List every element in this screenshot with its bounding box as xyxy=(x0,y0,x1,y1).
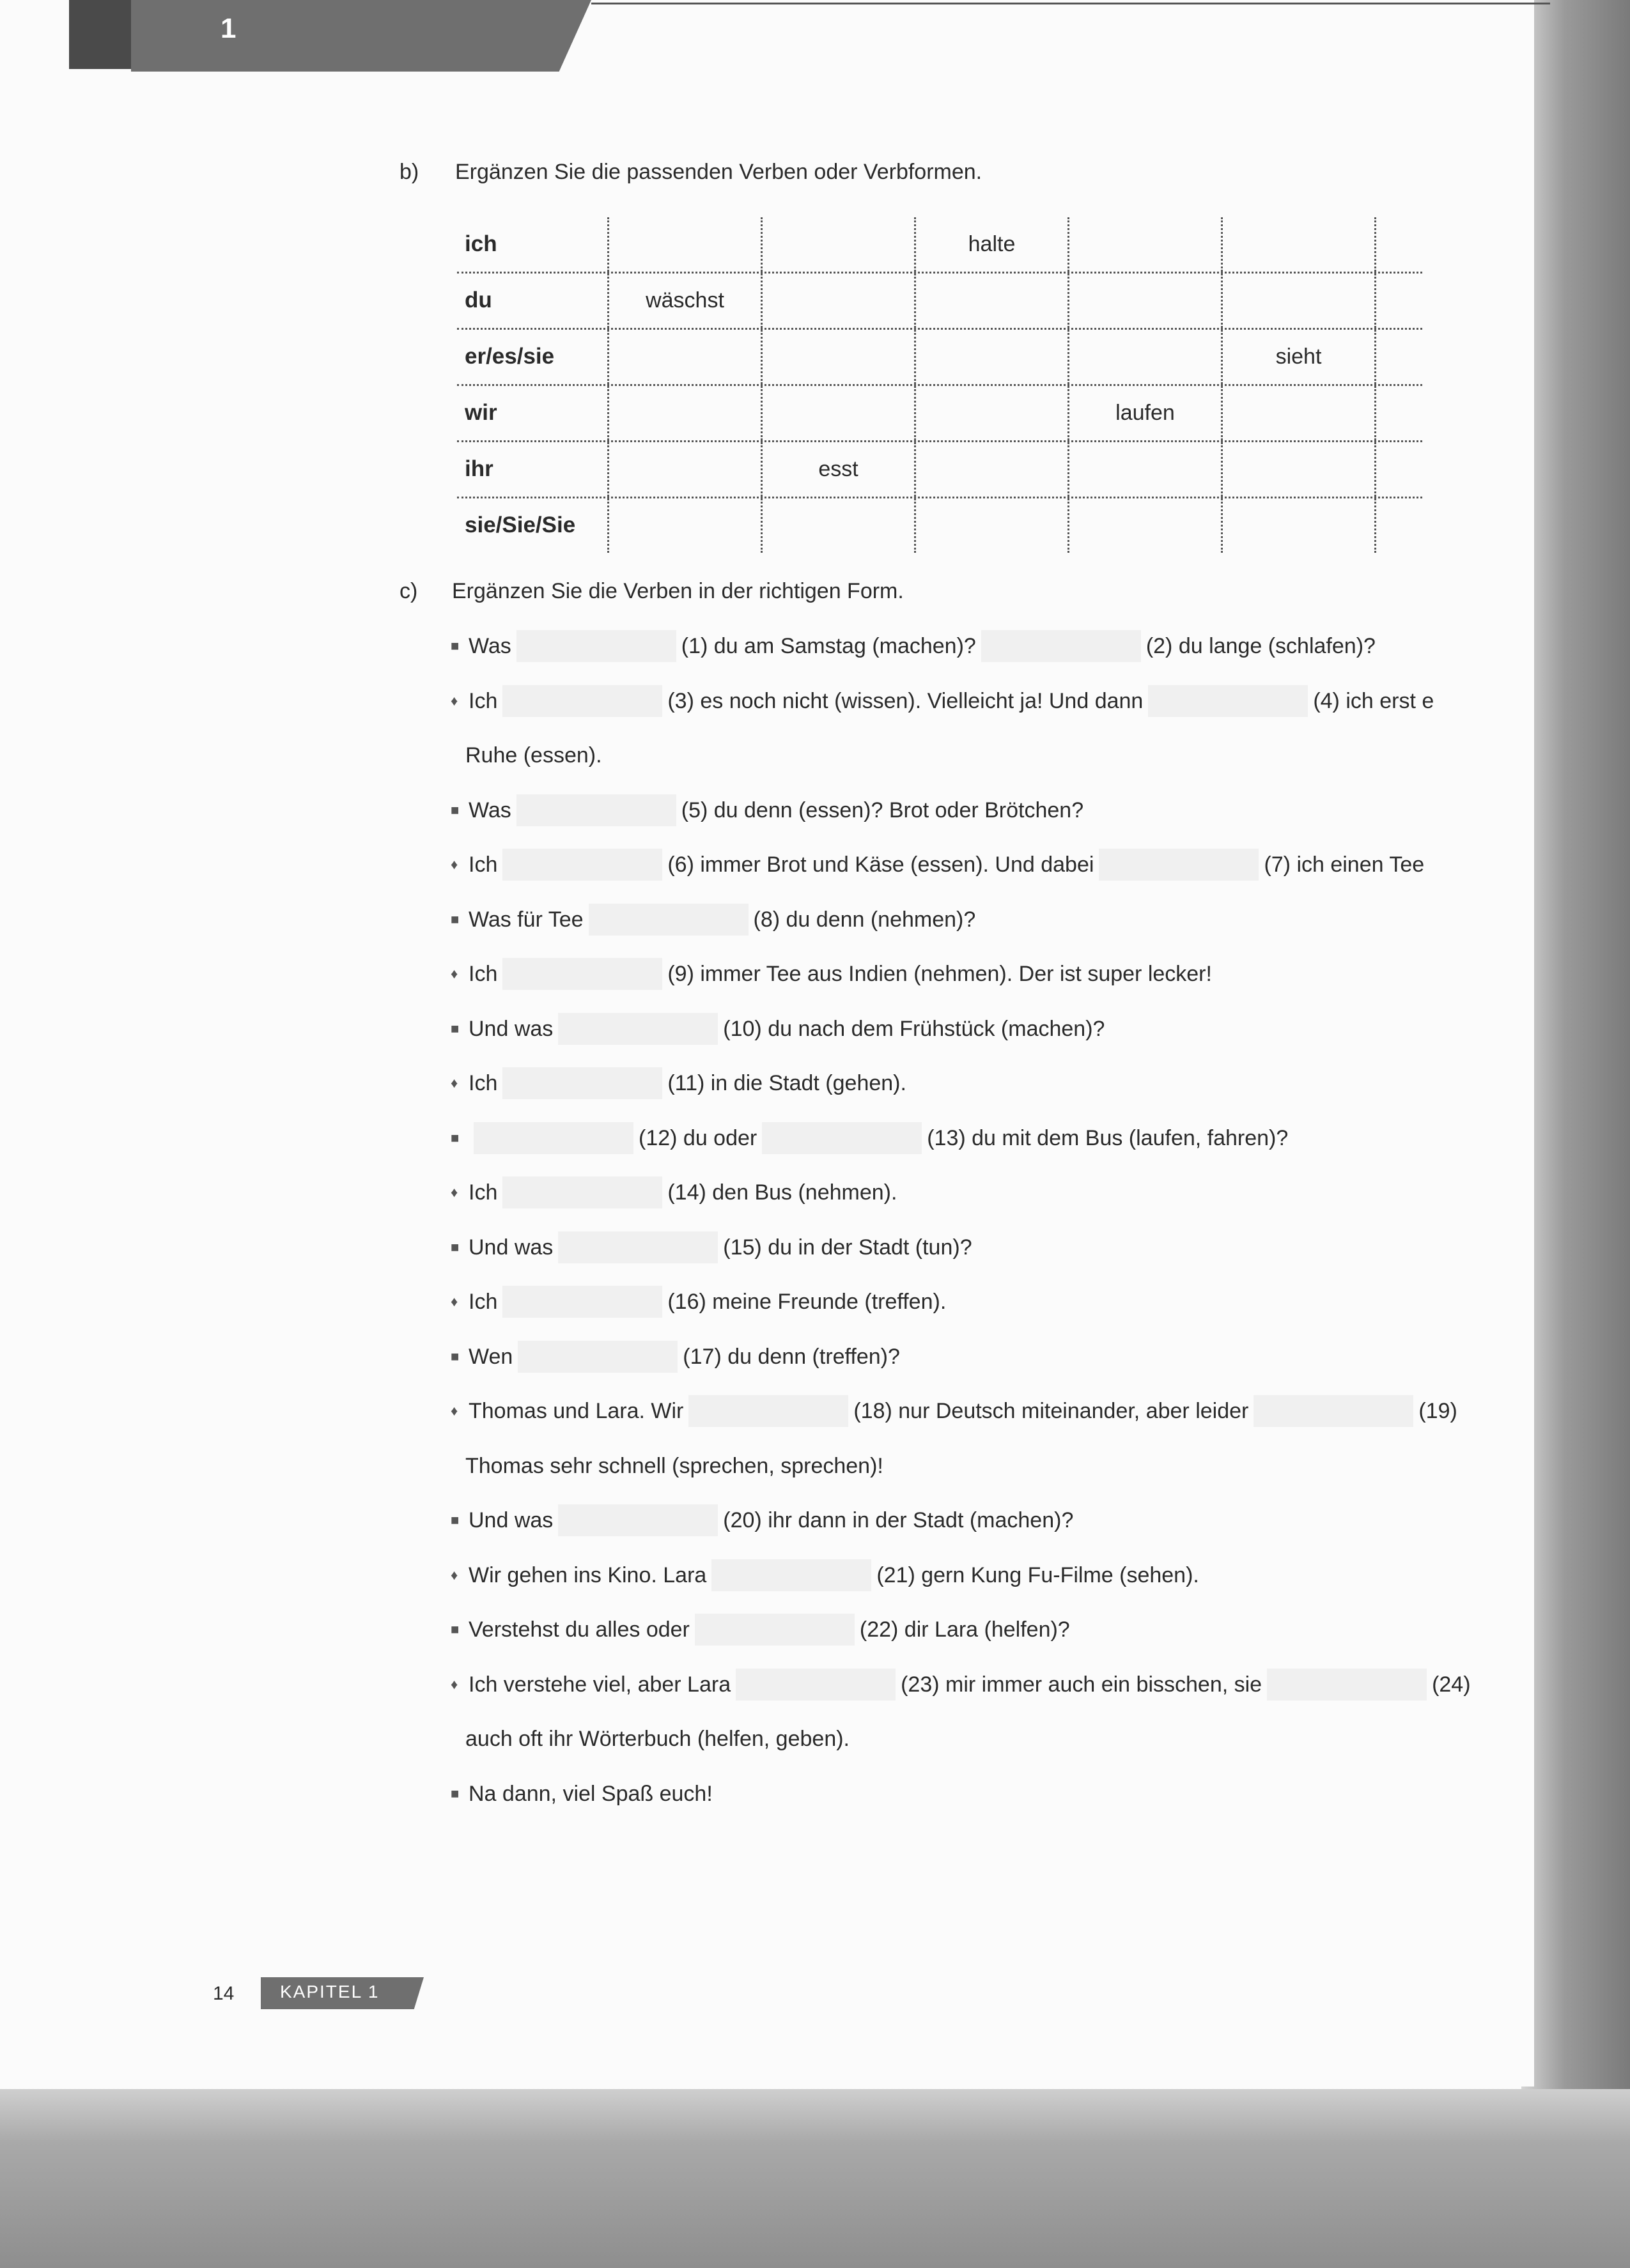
table-cell[interactable] xyxy=(761,274,914,328)
dialogue-line xyxy=(451,1012,1105,1045)
dialogue-line xyxy=(451,1559,1199,1592)
table-cell[interactable]: esst xyxy=(761,442,914,497)
dialogue-text: (18) nur Deutsch miteinander, aber leider xyxy=(853,1398,1249,1423)
dialogue-line xyxy=(451,1504,1073,1537)
pronoun-label: er/es/sie xyxy=(465,344,555,369)
speaker-a-marker: ■ xyxy=(451,638,460,654)
dialogue-text: Ich xyxy=(469,688,498,713)
table-cell[interactable] xyxy=(1221,498,1374,553)
chapter-tab xyxy=(131,0,591,72)
speaker-b-marker: ♦ xyxy=(451,1676,458,1692)
dialogue-text: (15) du in der Stadt (tun)? xyxy=(723,1235,972,1260)
answer-gap[interactable] xyxy=(1267,1669,1427,1701)
speaker-b-marker: ♦ xyxy=(451,856,458,872)
dialogue-text: (14) den Bus (nehmen). xyxy=(667,1180,897,1205)
dialogue-text: (1) du am Samstag (machen)? xyxy=(681,633,976,658)
speaker-a-marker: ■ xyxy=(451,1348,460,1364)
dialogue-text: Thomas sehr schnell (sprechen, sprechen)! xyxy=(465,1453,883,1478)
answer-gap[interactable] xyxy=(502,685,662,717)
dialogue-text: Ich xyxy=(469,1289,498,1314)
speaker-b-marker: ♦ xyxy=(451,1293,458,1309)
table-cell[interactable] xyxy=(761,217,914,272)
dialogue-text: (20) ihr dann in der Stadt (machen)? xyxy=(723,1508,1074,1532)
dialogue-text: (24) xyxy=(1432,1672,1471,1697)
dialogue-text: (8) du denn (nehmen)? xyxy=(753,907,976,932)
dialogue-text: Ich xyxy=(469,1070,498,1095)
pronoun-label: sie/Sie/Sie xyxy=(465,513,576,537)
table-cell[interactable] xyxy=(607,217,761,272)
task-c-instruction: Ergänzen Sie die Verben in der richtigen Form. xyxy=(452,579,904,603)
dialogue-line xyxy=(465,739,602,772)
dialogue-text: Und was xyxy=(469,1016,554,1041)
scan-shadow-bottom xyxy=(0,2089,1630,2268)
dialogue-line xyxy=(451,1394,1457,1428)
answer-gap[interactable] xyxy=(474,1122,633,1154)
dialogue-text: Na dann, viel Spaß euch! xyxy=(469,1781,713,1806)
dialogue-text: Und was xyxy=(469,1508,554,1532)
table-cell[interactable] xyxy=(1221,386,1374,440)
table-cell[interactable] xyxy=(914,442,1067,497)
table-cell[interactable]: wäschst xyxy=(607,274,761,328)
speaker-a-marker: ■ xyxy=(451,1021,460,1037)
answer-gap[interactable] xyxy=(1254,1395,1413,1427)
dialogue-text: Wen xyxy=(469,1344,513,1369)
dialogue-text: Thomas und Lara. Wir xyxy=(469,1398,684,1423)
speaker-a-marker: ■ xyxy=(451,911,460,927)
dialogue-line xyxy=(465,1449,883,1483)
dialogue-text: (10) du nach dem Frühstück (machen)? xyxy=(723,1016,1105,1041)
table-cell[interactable] xyxy=(761,330,914,384)
answer-gap[interactable] xyxy=(518,1341,678,1373)
dialogue-text: Ich xyxy=(469,1180,498,1205)
table-cell[interactable] xyxy=(1374,274,1422,328)
speaker-b-marker: ♦ xyxy=(451,1184,458,1200)
table-cell[interactable] xyxy=(1374,330,1422,384)
answer-gap[interactable] xyxy=(558,1231,718,1263)
table-cell[interactable] xyxy=(1067,330,1221,384)
scan-shadow-right xyxy=(1521,0,1630,2268)
answer-gap[interactable] xyxy=(502,1286,662,1318)
speaker-a-marker: ■ xyxy=(451,1130,460,1146)
dialogue-line xyxy=(451,957,1212,991)
table-cell[interactable] xyxy=(761,386,914,440)
dialogue-line xyxy=(465,1722,850,1755)
dialogue-line xyxy=(451,848,1424,881)
table-cell[interactable] xyxy=(761,498,914,553)
dialogue-text: Ich xyxy=(469,852,498,877)
speaker-b-marker: ♦ xyxy=(451,693,458,709)
dialogue-text: (4) ich erst e xyxy=(1313,688,1434,713)
answer-gap[interactable] xyxy=(516,630,676,662)
speaker-b-marker: ♦ xyxy=(451,1403,458,1419)
dialogue-line xyxy=(451,794,1083,827)
dialogue-text: Verstehst du alles oder xyxy=(469,1617,690,1642)
speaker-a-marker: ■ xyxy=(451,802,460,818)
answer-gap[interactable] xyxy=(502,1176,662,1208)
dialogue-text: (11) in die Stadt (gehen). xyxy=(667,1070,906,1095)
table-row xyxy=(457,498,1422,553)
speaker-a-marker: ■ xyxy=(451,1621,460,1637)
conjugation-table xyxy=(457,217,1422,553)
dialogue-text: (7) ich einen Tee xyxy=(1264,852,1425,877)
table-cell[interactable] xyxy=(1374,442,1422,497)
table-row xyxy=(457,386,1422,442)
answer-gap[interactable] xyxy=(1148,685,1308,717)
answer-gap[interactable] xyxy=(589,904,749,936)
answer-gap[interactable] xyxy=(502,958,662,990)
dialogue-text: auch oft ihr Wörterbuch (helfen, geben). xyxy=(465,1726,850,1751)
dialogue-text: (2) du lange (schlafen)? xyxy=(1145,633,1376,658)
speaker-a-marker: ■ xyxy=(451,1786,460,1801)
speaker-b-marker: ♦ xyxy=(451,966,458,982)
pronoun-label: wir xyxy=(465,400,497,425)
dialogue-line xyxy=(451,1176,897,1209)
answer-gap[interactable] xyxy=(1099,849,1259,881)
dialogue-text: (12) du oder xyxy=(639,1125,757,1150)
footer-chapter-label: KAPITEL 1 xyxy=(280,1982,380,2002)
dialogue-line xyxy=(451,1285,946,1318)
speaker-a-marker: ■ xyxy=(451,1512,460,1528)
table-cell[interactable]: halte xyxy=(914,217,1067,272)
table-cell[interactable] xyxy=(607,386,761,440)
answer-gap[interactable] xyxy=(981,630,1141,662)
table-cell[interactable] xyxy=(607,330,761,384)
table-cell[interactable] xyxy=(1374,386,1422,440)
dialogue-text: (21) gern Kung Fu-Filme (sehen). xyxy=(876,1562,1199,1587)
dialogue-line xyxy=(451,1122,1288,1155)
dialogue-text: Was für Tee xyxy=(469,907,584,932)
table-cell[interactable] xyxy=(914,498,1067,553)
speaker-b-marker: ♦ xyxy=(451,1075,458,1091)
chapter-tab-edge xyxy=(69,0,133,69)
table-cell[interactable] xyxy=(1067,217,1221,272)
table-cell[interactable] xyxy=(1067,442,1221,497)
pronoun-label: du xyxy=(465,288,492,312)
answer-gap[interactable] xyxy=(762,1122,922,1154)
table-cell[interactable]: laufen xyxy=(1067,386,1221,440)
table-cell[interactable] xyxy=(1221,217,1374,272)
table-cell[interactable] xyxy=(1221,442,1374,497)
dialogue-text: Was xyxy=(469,633,511,658)
answer-gap[interactable] xyxy=(558,1504,718,1536)
task-b-label: b) xyxy=(400,160,419,184)
task-b-instruction: Ergänzen Sie die passenden Verben oder Verbformen. xyxy=(455,160,982,184)
dialogue-text: (9) immer Tee aus Indien (nehmen). Der ist super lecker! xyxy=(667,961,1212,986)
dialogue-text: Wir gehen ins Kino. Lara xyxy=(469,1562,707,1587)
dialogue-text: Ruhe (essen). xyxy=(465,743,602,768)
task-c-label: c) xyxy=(400,579,418,603)
table-cell[interactable] xyxy=(1374,217,1422,272)
answer-gap[interactable] xyxy=(558,1013,718,1045)
table-row xyxy=(457,442,1422,498)
table-cell[interactable] xyxy=(914,274,1067,328)
chapter-number: 1 xyxy=(221,13,237,44)
table-cell[interactable]: sieht xyxy=(1221,330,1374,384)
dialogue-text: (22) dir Lara (helfen)? xyxy=(859,1617,1070,1642)
table-cell[interactable] xyxy=(607,442,761,497)
dialogue-line xyxy=(451,1777,713,1810)
dialogue-line xyxy=(451,1231,972,1264)
table-cell[interactable] xyxy=(607,498,761,553)
answer-gap[interactable] xyxy=(736,1669,896,1701)
speaker-a-marker: ■ xyxy=(451,1239,460,1255)
speaker-b-marker: ♦ xyxy=(451,1567,458,1583)
answer-gap[interactable] xyxy=(502,849,662,881)
dialogue-text: Ich verstehe viel, aber Lara xyxy=(469,1672,731,1697)
table-cell[interactable] xyxy=(1221,274,1374,328)
table-cell[interactable] xyxy=(1067,274,1221,328)
table-cell[interactable] xyxy=(1067,498,1221,553)
dialogue-line xyxy=(451,1067,906,1100)
answer-gap[interactable] xyxy=(695,1614,855,1646)
dialogue-text: (5) du denn (essen)? Brot oder Brötchen? xyxy=(681,798,1084,822)
dialogue-line xyxy=(451,629,1376,663)
dialogue-text: (19) xyxy=(1418,1398,1457,1423)
table-row xyxy=(457,217,1422,274)
answer-gap[interactable] xyxy=(688,1395,848,1427)
dialogue-text: (23) mir immer auch ein bisschen, sie xyxy=(901,1672,1262,1697)
pronoun-label: ihr xyxy=(465,456,493,481)
dialogue-text: Ich xyxy=(469,961,498,986)
answer-gap[interactable] xyxy=(516,794,676,826)
table-cell[interactable] xyxy=(914,386,1067,440)
top-rule xyxy=(591,3,1550,4)
dialogue-text: (16) meine Freunde (treffen). xyxy=(667,1289,947,1314)
table-row xyxy=(457,330,1422,386)
dialogue-text: Was xyxy=(469,798,511,822)
table-cell[interactable] xyxy=(914,330,1067,384)
page-number: 14 xyxy=(213,1983,235,2004)
dialogue-text: (6) immer Brot und Käse (essen). Und dabei xyxy=(667,852,1094,877)
dialogue-line xyxy=(451,684,1434,718)
table-row xyxy=(457,274,1422,330)
dialogue-text: Und was xyxy=(469,1235,554,1260)
dialogue-line xyxy=(451,1340,900,1373)
pronoun-label: ich xyxy=(465,231,497,256)
answer-gap[interactable] xyxy=(711,1559,871,1591)
dialogue-line xyxy=(451,903,975,936)
dialogue-text: (17) du denn (treffen)? xyxy=(683,1344,900,1369)
dialogue-text: (3) es noch nicht (wissen). Vielleicht ja! Und dann xyxy=(667,688,1144,713)
answer-gap[interactable] xyxy=(502,1067,662,1099)
dialogue-text: (13) du mit dem Bus (laufen, fahren)? xyxy=(927,1125,1289,1150)
dialogue-line xyxy=(451,1668,1471,1701)
dialogue-line xyxy=(451,1613,1070,1646)
table-cell[interactable] xyxy=(1374,498,1422,553)
